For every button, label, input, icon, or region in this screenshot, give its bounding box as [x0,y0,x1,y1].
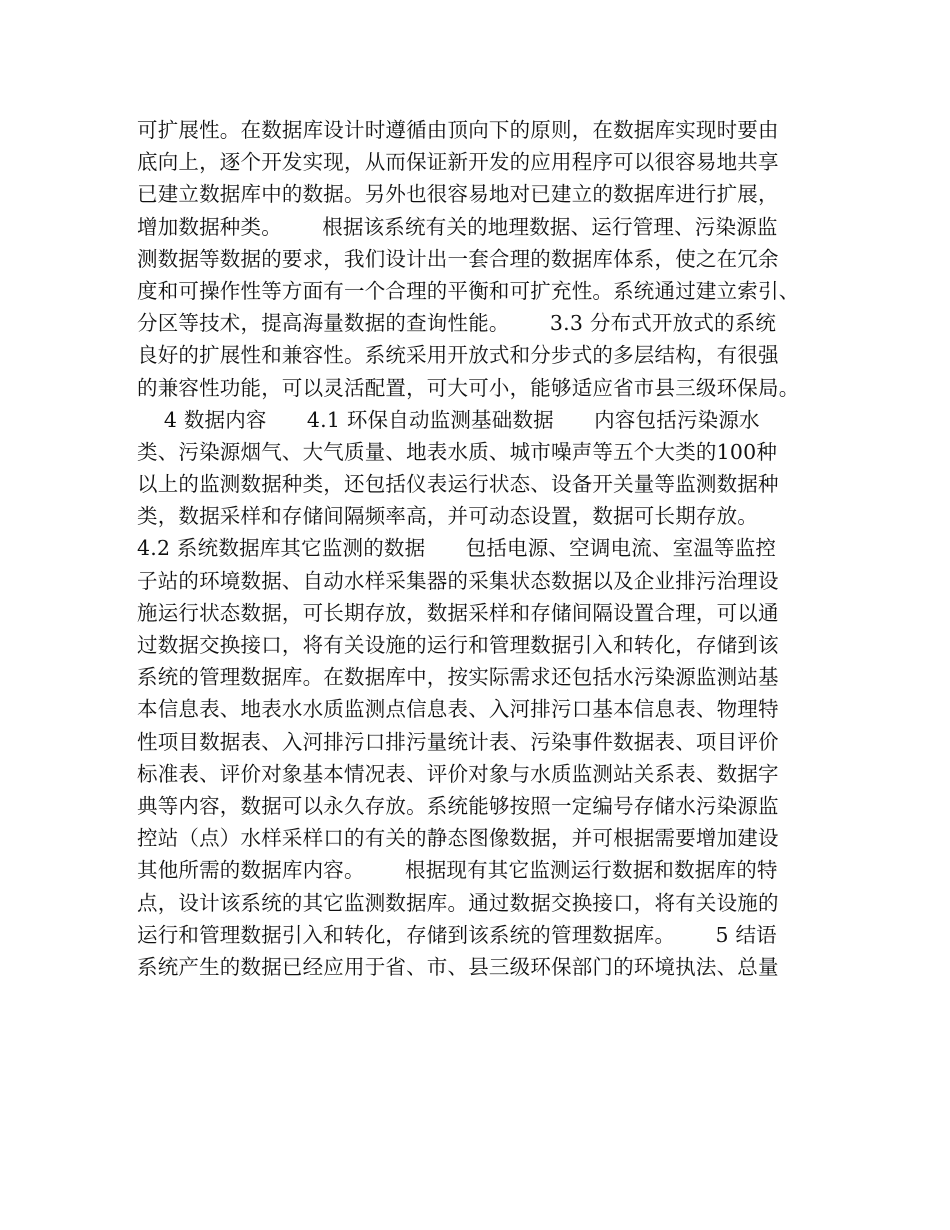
text-line: 点，设计该系统的其它监测数据库。通过数据交换接口，将有关设施的 [137,890,779,915]
text-line: 系统的管理数据库。在数据库中，按实际需求还包括水污染源监测站基 [137,665,779,690]
text-line: 以上的监测数据种类，还包括仪表运行状态、设备开关量等监测数据种 [137,472,779,497]
text-line: 度和可操作性等方面有一个合理的平衡和可扩充性。系统通过建立索引、 [137,278,800,303]
text-line: 类，数据采样和存储间隔频率高，并可动态设置，数据可长期存放。 [137,504,758,529]
text-line: 其他所需的数据库内容。 根据现有其它监测运行数据和数据库的特 [137,858,778,883]
text-line: 4 数据内容 4.1 环保自动监测基础数据 内容包括污染源水 [137,407,760,432]
text-line: 类、污染源烟气、大气质量、地表水质、城市噪声等五个大类的100种 [137,439,778,464]
text-line: 运行和管理数据引入和转化，存储到该系统的管理数据库。 5 结语 [137,922,777,947]
text-line: 良好的扩展性和兼容性。系统采用开放式和分步式的多层结构，有很强 [137,343,779,368]
text-line: 子站的环境数据、自动水样采集器的采集状态数据以及企业排污治理设 [137,568,779,593]
text-line: 已建立数据库中的数据。另外也很容易地对已建立的数据库进行扩展， [137,182,779,207]
text-line: 系统产生的数据已经应用于省、市、县三级环保部门的环境执法、总量 [137,954,779,979]
text-line: 性项目数据表、入河排污口排污量统计表、污染事件数据表、项目评价 [137,729,779,754]
text-line: 的兼容性功能，可以灵活配置，可大可小，能够适应省市县三级环保局。 [137,375,800,400]
text-line: 过数据交换接口，将有关设施的运行和管理数据引入和转化，存储到该 [137,633,779,657]
text-line: 底向上，逐个开发实现，从而保证新开发的应用程序可以很容易地共享 [137,150,779,175]
text-line: 典等内容，数据可以永久存放。系统能够按照一定编号存储水污染源监 [137,793,779,818]
text-line: 控站（点）水样采样口的有关的静态图像数据，并可根据需要增加建设 [137,826,779,851]
body-text [137,114,827,983]
text-line: 4.2 系统数据库其它监测的数据 包括电源、空调电流、室温等监控 [137,536,777,561]
text-line: 标准表、评价对象基本情况表、评价对象与水质监测站关系表、数据字 [137,761,779,786]
text-line: 测数据等数据的要求，我们设计出一套合理的数据库体系，使之在冗余 [137,246,779,271]
text-line: 分区等技术，提高海量数据的查询性能。 3.3 分布式开放式的系统 [137,311,777,336]
text-line: 增加数据种类。 根据该系统有关的地理数据、运行管理、污染源监 [137,214,778,239]
text-line: 本信息表、地表水水质监测点信息表、入河排污口基本信息表、物理特 [137,697,779,722]
text-line: 施运行状态数据，可长期存放，数据采样和存储间隔设置合理，可以通 [137,600,779,625]
text-line: 可扩展性。在数据库设计时遵循由顶向下的原则，在数据库实现时要由 [137,118,779,142]
